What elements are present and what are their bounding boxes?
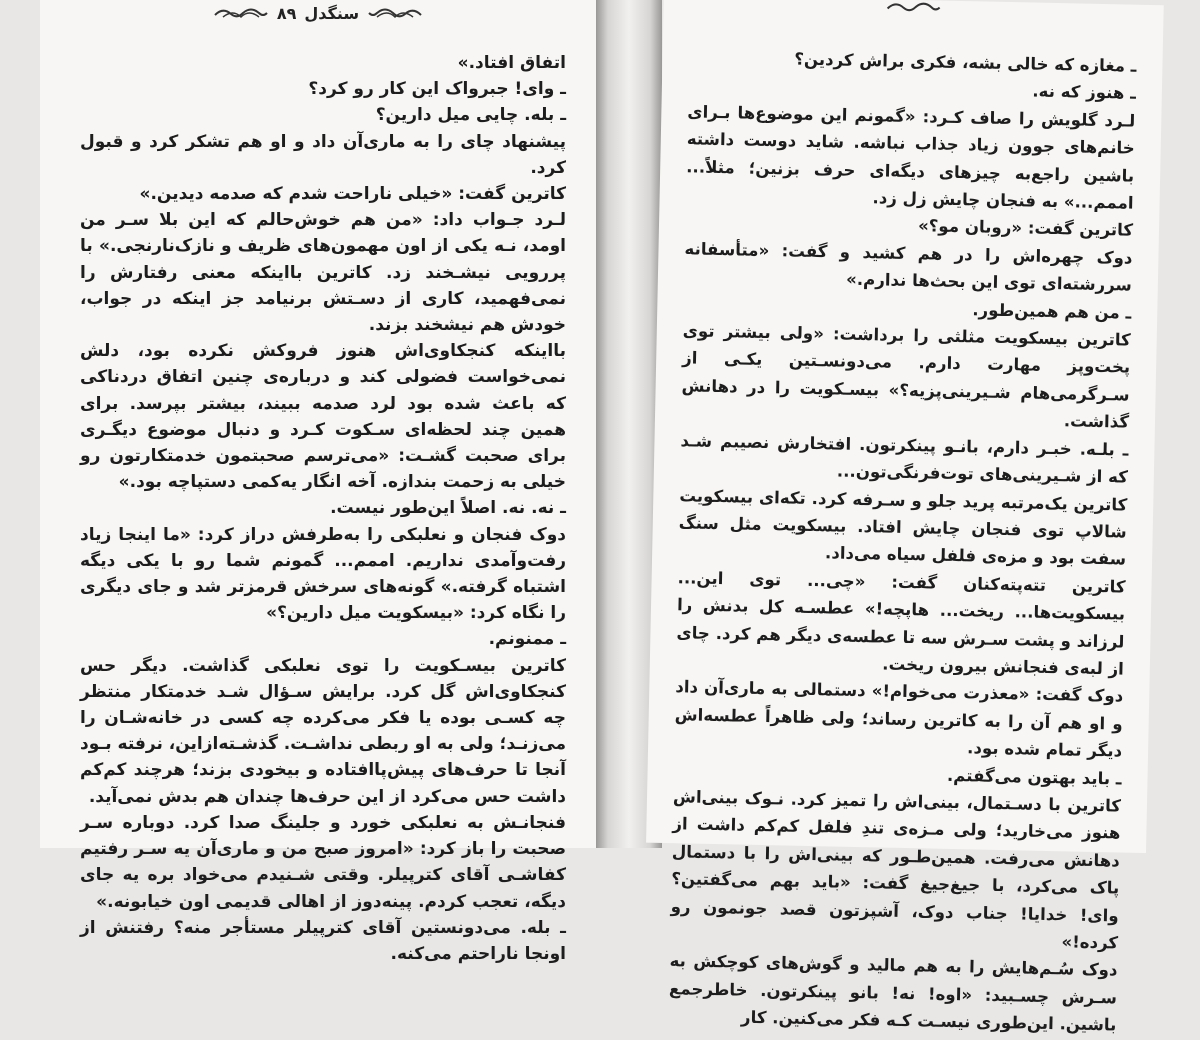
paragraph: ـ بله. می‌دونستین آقای کترپیلر مستأجر منه؟ رفتنش از اونجا ناراحتم می‌کنه. (80, 917, 566, 964)
paragraph: فنجانـش به نعلبکی خورد و جلینگ صدا کرد. دوباره سـر صحبت را باز کرد: «امروز صبح من و ماری‌آن یه سـر رفتیم کفاشـی آقای کترپیلر. وقتی شـنیدم می‌خواد بره یه جای دیگه، تعجب کردم. پینه‌دوز از اهالی قدیمی اون خیابونه.» (80, 812, 566, 912)
paragraph: کاترین یک‌مرتبه پرید جلو و سـرفه کرد. تکه‌ای بیسکویت شالاپ توی فنجان چایش افتاد. بیسکویت مثل سنگ سفت بود و مزه‌ی فلفل سیاه می‌داد. (678, 485, 1128, 569)
right-page-body (668, 43, 1137, 1039)
paragraph: کاترین گفت: «خیلی ناراحت شدم که صدمه دیدین.» (139, 184, 566, 205)
right-page (646, 0, 1164, 1035)
paragraph: لـرد گلویش را صاف کـرد: «گمونم این موضوع‌ها بـرای خانم‌های جوون زیاد جذاب نباشه. شاید دوست داشته باشین راجع‌به چیزهای دیگه‌ای حرف بزنین؛ مثلاً... اممم...» به فنجان چایش زل زد. (686, 102, 1136, 213)
paragraph: ـ نه. نه. اصلاً این‌طور نیست. (330, 498, 566, 519)
paragraph: ـ بله. چایی میل دارین؟ (375, 105, 566, 126)
paragraph: ـ هنوز که نه. (1032, 81, 1137, 104)
paragraph: ـ باید بهتون می‌گفتم. (946, 765, 1122, 789)
paragraph: دوک گفت: «معذرت می‌خوام!» دستمالی به ماری‌آن داد و او هم آن را به کاترین رساند؛ ولی ظاهراً عطسه‌اش دیگر تمام شده بود. (674, 677, 1124, 761)
paragraph: ـ من هم همین‌طور. (972, 299, 1132, 323)
paragraph: ـ مغازه که خالی بشه، فکری براش کردین؟ (794, 49, 1137, 76)
page-header (40, 0, 596, 26)
paragraph: کاترین تته‌پته‌کنان گفت: «چی... توی این... بیسکویت‌ها... ریخت... هاپچه!» عطسـه کل بدنش را لرزاند و پشت سـرش سه تا عطسه‌ی دیگر هم کرد. چای از لبه‌ی فنجانش بیرون ریخت. (676, 567, 1126, 679)
paragraph: دوک چهره‌اش را در هم کشید و گفت: «متأسفانه سررشته‌ای توی این بحث‌ها ندارم.» (684, 239, 1133, 295)
paragraph: اتفاق افتاد.» (457, 53, 566, 73)
left-page-body (80, 50, 566, 967)
ornament-icon (367, 5, 423, 21)
paragraph: پیشنهاد چای را به ماری‌آن داد و او هم تشکر کرد و قبول کرد. (80, 131, 566, 178)
paragraph: دوک سُـم‌هایش را به هم مالید و گوش‌های کوچکش به سـرش چسـبید: «اوه! نه! بانو پینکرتون. خاطرجمع باشین. این‌طوری نیسـت کـه فکر می‌کنین. کار (668, 951, 1118, 1035)
paragraph: بااینکه کنجکاوی‌اش هنوز فروکش نکرده بود، دلش نمی‌خواست فضولی کند و درباره‌ی چنین اتفاق دردناکی که باعث شده بود لرد صدمه ببیند، بیشتر بپرسد. برای همین چند لحظه‌ای سـکوت کـرد و دنبال موضوع دیگـری برای صحبت گشـت: «می‌ترسم صحبتمون خدمتکارتون رو خیلی به زحمت بندازه. آخه انگار یه‌کمی دستپاچه بود.» (80, 341, 566, 493)
page-number: ۸۹ (276, 3, 297, 23)
paragraph: ـ بلـه. خبـر دارم، بانـو پینکرتون. افتخارش نصیبم شـد که از شـیرینی‌های توت‌فرنگی‌تون... (680, 430, 1129, 487)
paragraph: کاترین بیسـکویت را توی نعلبکی گذاشت. دیگر حس کنجکاوی‌اش گل کرد. برایش سـؤال شـد خدمتکار منتظر چه کسـی بوده یا فکر می‌کرده چه کسی در خانه‌شـان را می‌زنـد؛ ولی به او ربطی نداشـت. گذشـته‌ازاین، نرفته بـود آنجا تا حرف‌های پیش‌پاافتاده و بیخودی بزند؛ هرچند کم‌کم داشت حس می‌کرد از این حرف‌ها چندان هم بدش نمی‌آید. (80, 655, 566, 807)
ornament-icon (885, 0, 941, 16)
paragraph: ـ وای! جبرواک این کار رو کرد؟ (308, 79, 566, 100)
paragraph: لـرد جـواب داد: «من هم خوش‌حالم که این بلا سـر من اومد، نـه یکی از اون مهمون‌های ظریف و نازک‌نارنجی.» با پررویی نیشـخند زد. کاترین بااینکه معنی رفتارش را نمی‌فهمید، کاری از دسـتش برنیامد جز اینکه در جواب، خودش هم نیشخند بزند. (80, 210, 566, 336)
paragraph: کاترین با دسـتمال، بینی‌اش را تمیز کرد. نـوک بینی‌اش هنوز می‌خارید؛ ولی مـزه‌ی تندِ فلفل کم‌کم داشت از دهانش می‌رفت. همین‌طـور که بینی‌اش را با دستمال پاک می‌کرد، با جیغ‌جیغ گفت: «باید بهم می‌گفتین؟ وای! خدایا! جناب دوک، آشپزتون قصد جونمون رو کرده!» (670, 787, 1122, 953)
running-title: سنگدل (304, 3, 360, 23)
paragraph: کاترین بیسکویت مثلثی را برداشت: «ولی بیشتر توی پخت‌وپز مهارت دارم. می‌دونسـتین یکـی از سـرگرمی‌هام شـیرینی‌پزیه؟» بیسـکویت را در دهانش گذاشت. (681, 321, 1131, 432)
ornament-icon (213, 5, 269, 21)
paragraph: کاترین گفت: «روبان مو؟» (917, 216, 1134, 241)
page-header (663, 0, 1163, 25)
paragraph: دوک فنجان و نعلبکی را به‌طرفش دراز کرد: «ما اینجا زیاد رفت‌وآمدی نداریم. اممم... گمونم شما رو با یکی دیگه اشتباه گرفته.» گونه‌های سرخش قرمزتر شد و جای دیگری را نگاه کرد: «بیسکویت میل دارین؟» (80, 524, 566, 624)
paragraph: ـ ممنونم. (488, 629, 566, 650)
left-page (40, 0, 596, 964)
